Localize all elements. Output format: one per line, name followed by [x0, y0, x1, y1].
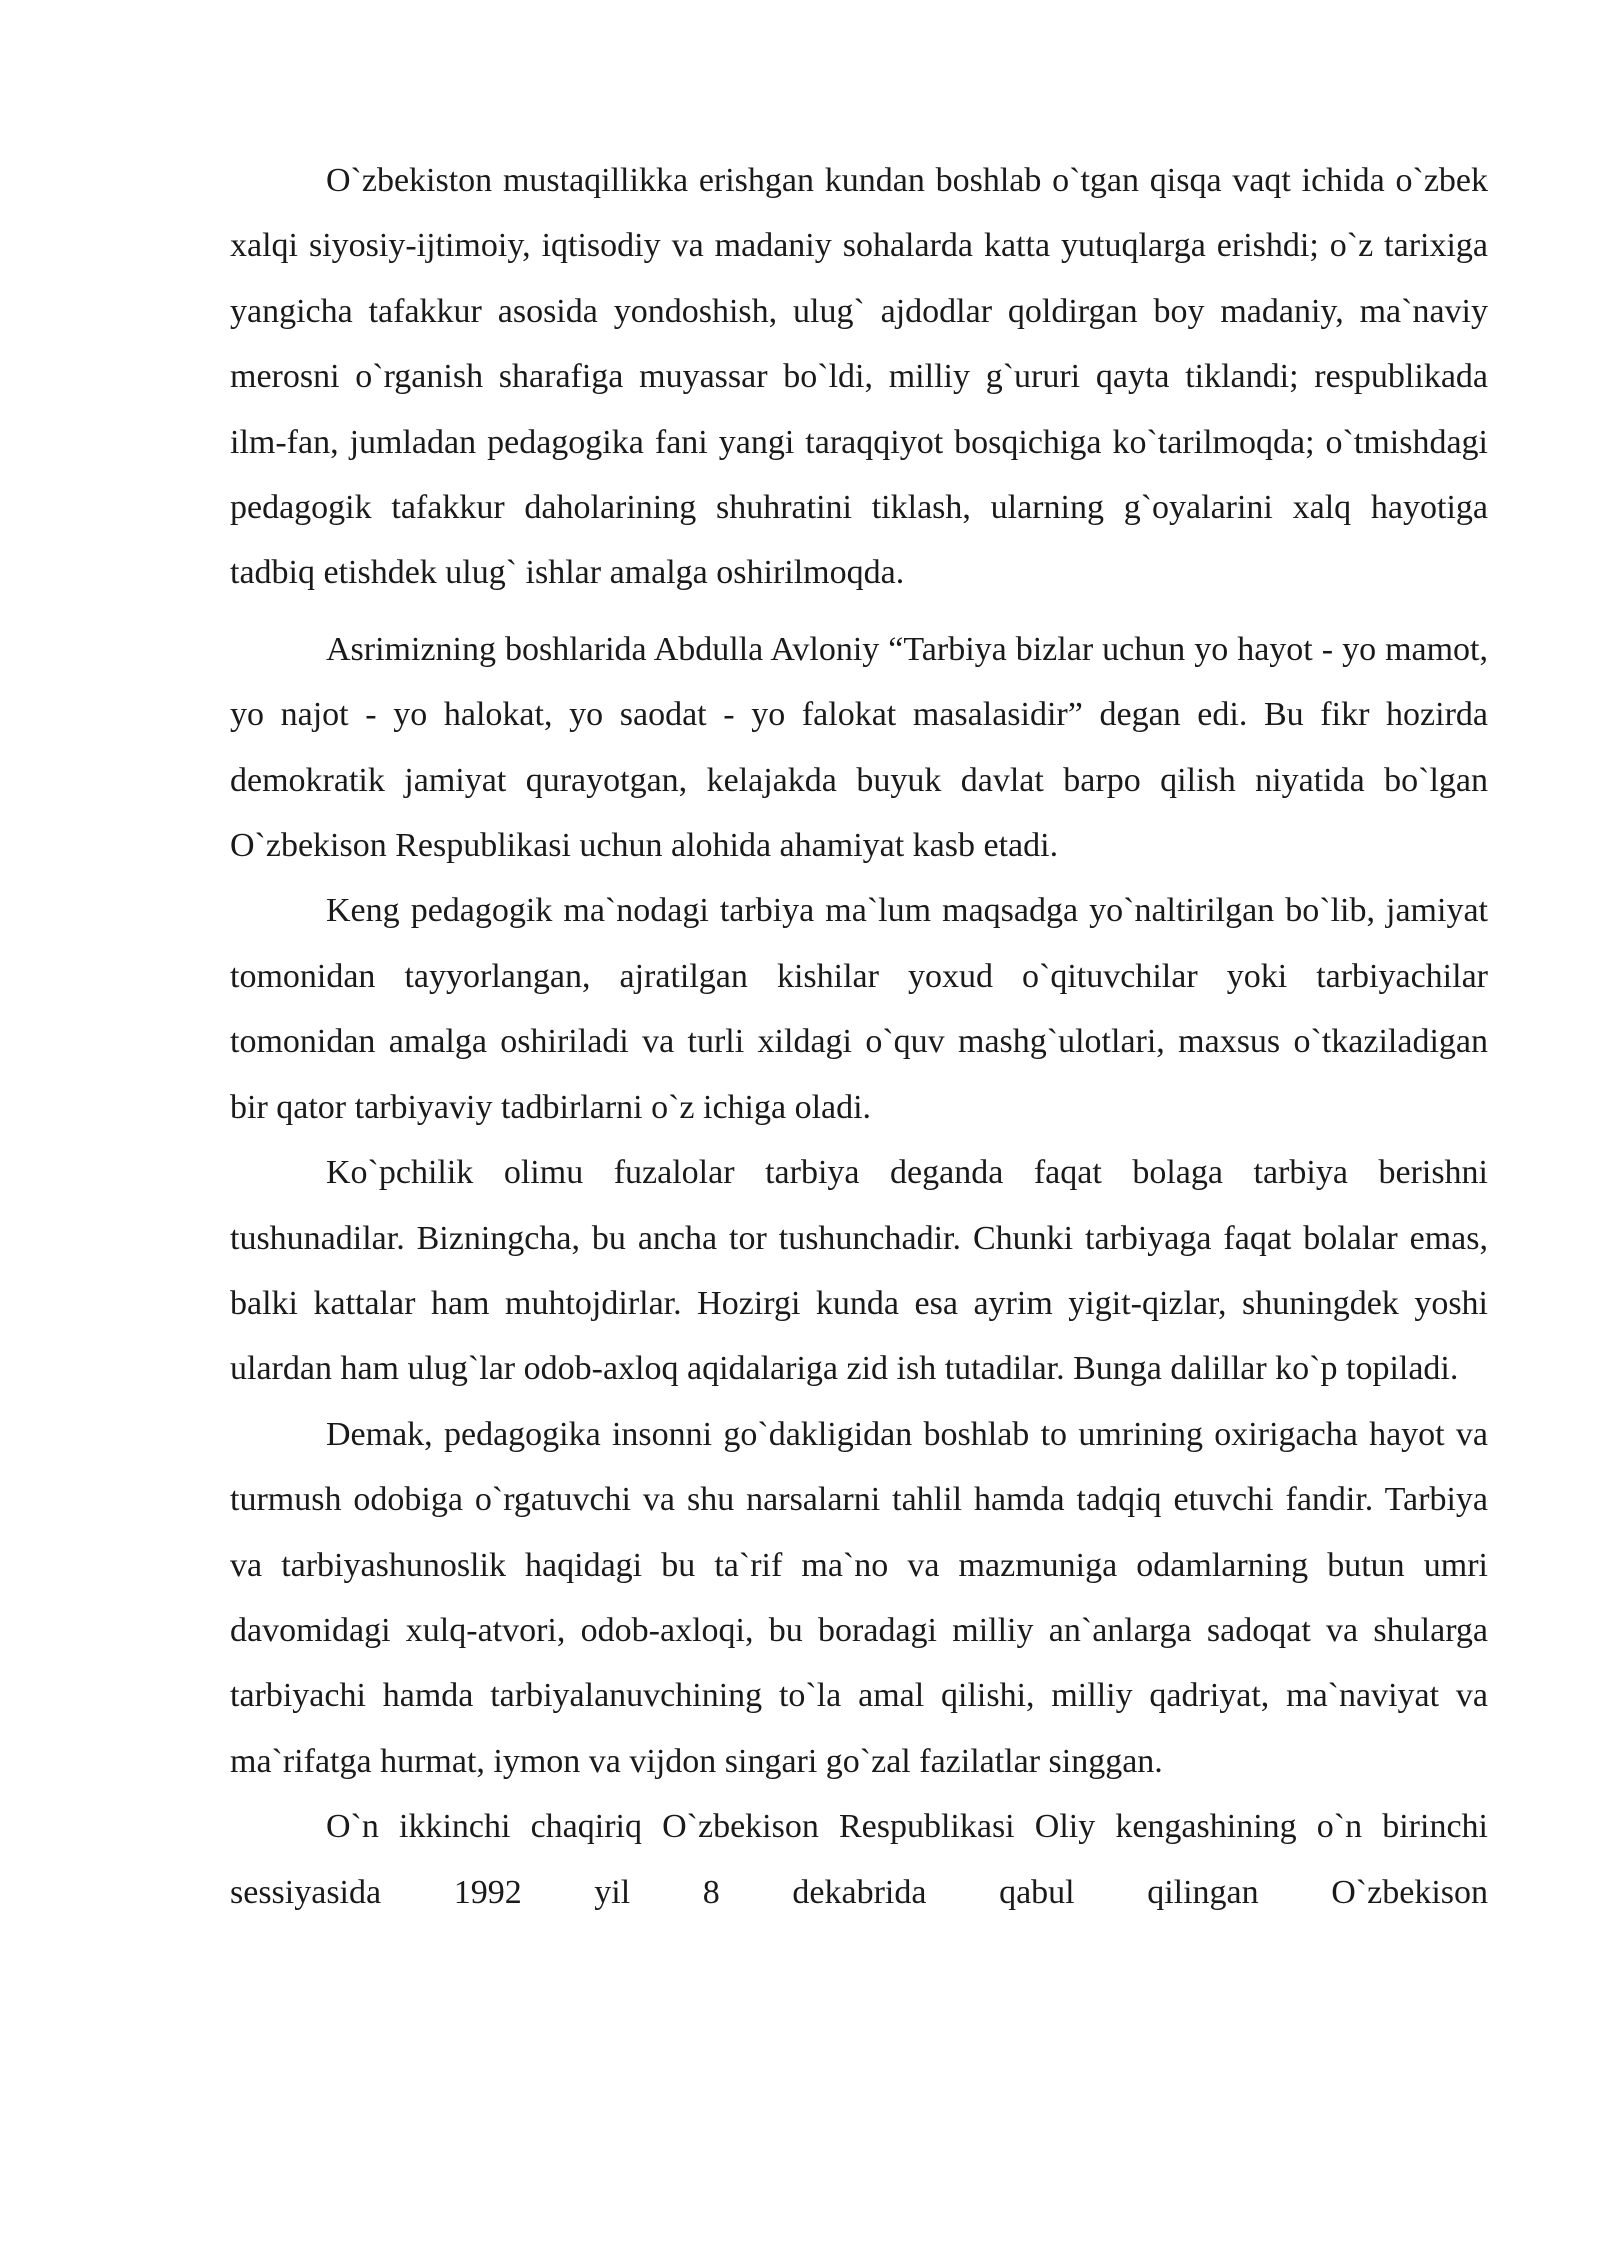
document-body — [230, 148, 1488, 1925]
paragraph: Asrimizning boshlarida Abdulla Avloniy “Tarbiya bizlar uchun yo hayot - yo mamot, yo najot - yo halokat, yo saodat - yo falokat masalasidir” degan edi. Bu fikr hozirda demokratik jamiyat qurayotgan, kelajakda buyuk davlat barpo qilish niyatida bo`lgan O`zbekison Respublikasi uchun alohida ahamiyat kasb etadi. — [230, 630, 1488, 865]
paragraph: O`n ikkinchi chaqiriq O`zbekison Respublikasi Oliy kengashining o`n birinchi sessiyasida 1992 yil 8 dekabrida qabul qilingan O`zbekison — [230, 1808, 1488, 1911]
paragraph: O`zbekiston mustaqillikka erishgan kundan boshlab o`tgan qisqa vaqt ichida o`zbek xalqi siyosiy-ijtimoiy, iqtisodiy va madaniy sohalarda katta yutuqlarga erishdi; o`z tarixiga yangicha tafakkur asosida yondoshish, ulug` ajdodlar qoldirgan boy madaniy, ma`naviy merosni o`rganish sharafiga muyassar bo`ldi, milliy g`ururi qayta tiklandi; respublikada ilm-fan, jumladan pedagogika fani yangi taraqqiyot bosqichiga ko`tarilmoqda; o`tmishdagi pedagogik tafakkur daholarining shuhratini tiklash, ularning g`oyalarini xalq hayotiga tadbiq etishdek ulug` ishlar amalga oshirilmoqda. — [230, 162, 1488, 592]
paragraph: Demak, pedagogika insonni go`dakligidan boshlab to umrining oxirigacha hayot va turmush odobiga o`rgatuvchi va shu narsalarni tahlil hamda tadqiq etuvchi fandir. Tarbiya va tarbiyashunoslik haqidagi bu ta`rif ma`no va mazmuniga odamlarning butun umri davomidagi xulq-atvori, odob-axloqi, bu boradagi milliy an`anlarga sadoqat va shularga tarbiyachi hamda tarbiyalanuvchining to`la amal qilishi, milliy qadriyat, ma`naviyat va ma`rifatga hurmat, iymon va vijdon singari go`zal fazilatlar singgan. — [230, 1415, 1488, 1780]
paragraph: Ko`pchilik olimu fuzalolar tarbiya deganda faqat bolaga tarbiya berishni tushunadilar. Bizningcha, bu ancha tor tushunchadir. Chunki tarbiyaga faqat bolalar emas, balki kattalar ham muhtojdirlar. Hozirgi kunda esa ayrim yigit-qizlar, shuningdek yoshi ulardan ham ulug`lar odob-axloq aqidalariga zid ish tutadilar. Bunga dalillar ko`p topiladi. — [230, 1154, 1488, 1388]
paragraph: Keng pedagogik ma`nodagi tarbiya ma`lum maqsadga yo`naltirilgan bo`lib, jamiyat tomonidan tayyorlangan, ajratilgan kishilar yoxud o`qituvchilar yoki tarbiyachilar tomonidan amalga oshiriladi va turli xildagi o`quv mashg`ulotlari, maxsus o`tkaziladigan bir qator tarbiyaviy tadbirlarni o`z ichiga oladi. — [230, 892, 1488, 1126]
